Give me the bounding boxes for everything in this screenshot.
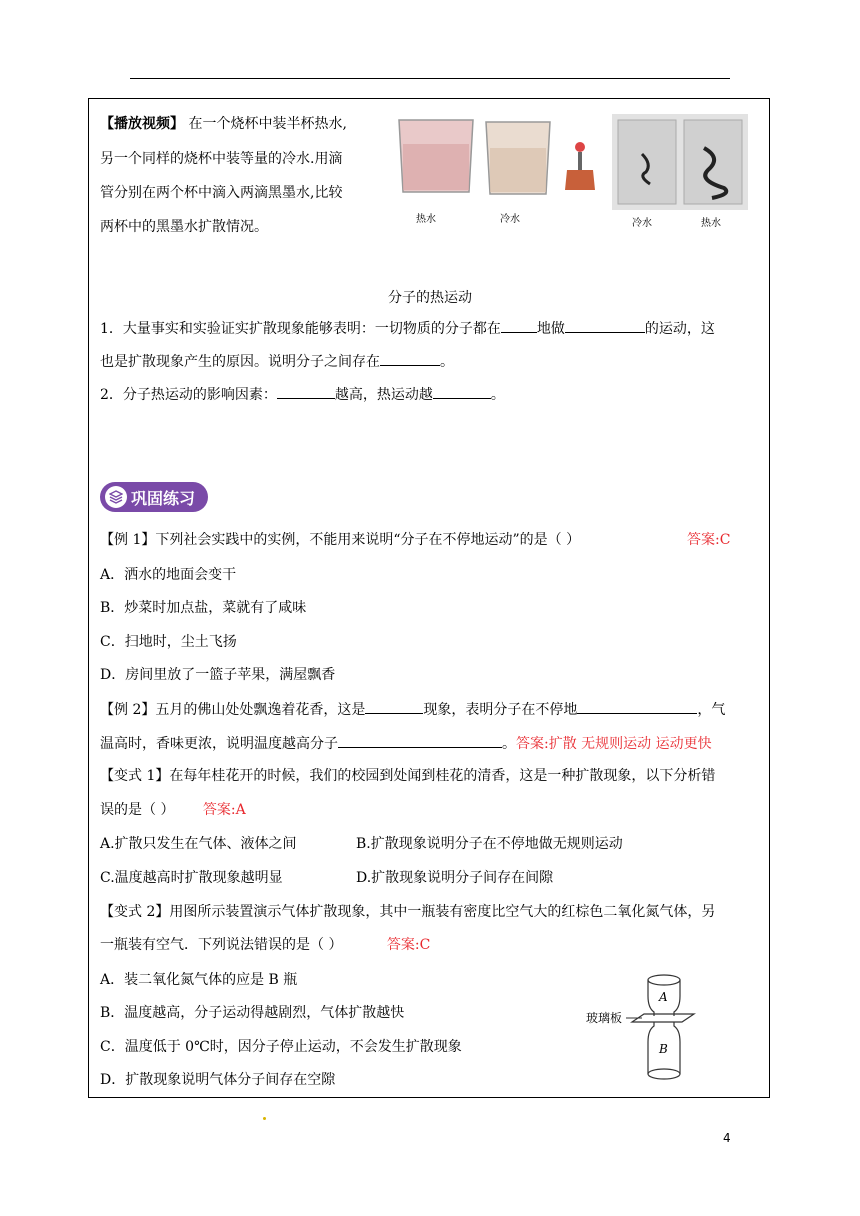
point2-mid: 越高，热运动越 — [334, 387, 433, 403]
var2-line-1: 【变式 2】用图所示装置演示气体扩散现象，其中一瓶装有密度比空气大的红棕色二氧化氮气体，另 — [100, 904, 716, 920]
blank[interactable] — [277, 384, 335, 399]
var1-option-d: D.扩散现象说明分子间存在间隙 — [356, 870, 554, 886]
point1-line-1 — [100, 318, 715, 339]
point2-prefix: 2．分子热运动的影响因素： — [100, 387, 277, 403]
point1-line-2 — [100, 351, 454, 372]
point1-mid1: 地做 — [536, 321, 565, 337]
video-line-4: 两杯中的黑墨水扩散情况。 — [100, 219, 268, 235]
var2-line-2 — [100, 935, 430, 955]
blank[interactable] — [338, 733, 502, 748]
ex2-line-1 — [100, 699, 725, 720]
var1-line2-text: 误的是（ ） — [100, 802, 175, 818]
ex1-option-c: C．扫地时，尘土飞扬 — [100, 634, 237, 650]
ex1-option-a: A．洒水的地面会变干 — [100, 567, 237, 583]
var2-answer: 答案:C — [386, 937, 431, 953]
practice-badge — [100, 482, 208, 512]
blank[interactable] — [380, 351, 440, 366]
blank[interactable] — [433, 384, 491, 399]
var1-option-c: C.温度越高时扩散现象越明显 — [100, 870, 283, 886]
gas-diffusion-figure — [586, 968, 696, 1086]
badge-label: 巩固练习 — [131, 488, 196, 508]
ex1-option-d: D．房间里放了一篮子苹果，满屋飘香 — [100, 667, 336, 683]
var2-line2-text: 一瓶装有空气．下列说法错误的是（ ） — [100, 937, 343, 953]
video-label: 【播放视频】 — [100, 116, 184, 132]
point1-line2-prefix: 也是扩散现象产生的原因。说明分子之间存在 — [100, 354, 380, 370]
video-line-1 — [100, 114, 347, 134]
beakers-ink-photo — [612, 114, 748, 210]
blank[interactable] — [365, 699, 423, 714]
var2-option-a: A．装二氧化氮气体的应是 B 瓶 — [100, 972, 298, 988]
var1-option-b: B.扩散现象说明分子在不停地做无规则运动 — [356, 836, 623, 852]
video-line-2: 另一个同样的烧杯中装等量的冷水.用滴 — [100, 151, 343, 167]
ex1-option-b: B．炒菜时加点盐，菜就有了咸味 — [100, 600, 307, 616]
var2-option-c: C．温度低于 0℃时，因分子停止运动，不会发生扩散现象 — [100, 1039, 462, 1055]
layers-icon — [105, 486, 127, 508]
ex2-answer: 答案:扩散 无规则运动 运动更快 — [516, 736, 712, 752]
ex1-stem-text: 【例 1】下列社会实践中的实例，不能用来说明“分子在不停地运动”的是（ ） — [100, 532, 581, 548]
var1-line-1: 【变式 1】在每年桂花开的时候，我们的校园到处闻到桂花的清香，这是一种扩散现象，以下分析错 — [100, 768, 716, 784]
blank[interactable] — [501, 318, 537, 333]
ex2-mid1: 现象，表明分子在不停地 — [423, 702, 578, 718]
ex2-line2-suffix: 。 — [502, 736, 516, 752]
var1-answer: 答案:A — [202, 802, 246, 818]
ex2-line-2 — [100, 733, 712, 754]
blank[interactable] — [565, 318, 645, 333]
var1-option-a: A.扩散只发生在气体、液体之间 — [100, 836, 297, 852]
decorative-dot — [263, 1117, 266, 1120]
ex2-line2-prefix: 温高时，香味更浓，说明温度越高分子 — [100, 736, 338, 752]
point1-line2-suffix: 。 — [440, 354, 454, 370]
page-number: 4 — [723, 1131, 731, 1145]
point2-suffix: 。 — [490, 387, 505, 403]
beaker-photo-cold — [482, 118, 554, 198]
dropper-bottle-icon — [563, 140, 597, 196]
ex2-prefix: 【例 2】五月的佛山处处飘逸着花香，这是 — [100, 702, 366, 718]
caption-hot-1: 热水 — [416, 214, 436, 225]
point1-mid2: 的运动，这 — [644, 321, 715, 337]
ex1-stem — [100, 530, 580, 550]
section-title: 分子的热运动 — [388, 290, 472, 306]
ex2-mid2: ，气 — [697, 702, 726, 718]
caption-cold-1: 冷水 — [500, 214, 520, 225]
point1-prefix: 1．大量事实和实验证实扩散现象能够表明：一切物质的分子都在 — [100, 321, 501, 337]
blank[interactable] — [577, 699, 697, 714]
beaker-photo-hot — [393, 114, 479, 196]
var1-line-2 — [100, 800, 246, 820]
figure-label-b: B — [659, 1042, 668, 1056]
video-text-1: 在一个烧杯中装半杯热水, — [188, 116, 347, 132]
caption-hot-2: 热水 — [701, 218, 721, 229]
figure-label-glass: 玻璃板 — [586, 1011, 623, 1025]
point2-line — [100, 384, 505, 405]
figure-label-a: A — [659, 990, 668, 1004]
caption-cold-2: 冷水 — [632, 218, 652, 229]
header-rule — [130, 78, 730, 79]
ex1-answer: 答案:C — [687, 532, 731, 548]
var2-option-b: B．温度越高，分子运动得越剧烈，气体扩散越快 — [100, 1005, 405, 1021]
var2-option-d: D．扩散现象说明气体分子间存在空隙 — [100, 1072, 336, 1088]
video-line-3: 管分别在两个杯中滴入两滴黑墨水,比较 — [100, 185, 343, 201]
